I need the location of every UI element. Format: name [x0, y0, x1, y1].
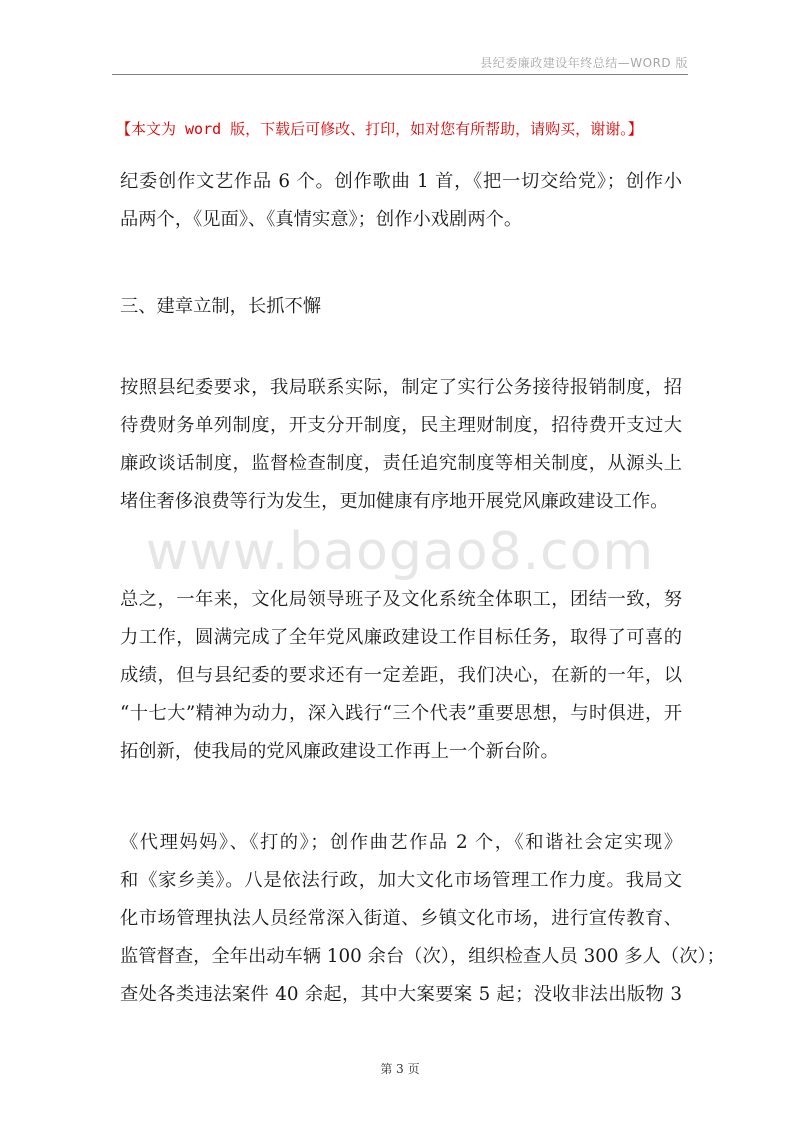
section-heading-text: 三、建章立制，长抓不懈 [120, 296, 322, 317]
purchase-notice: 【本文为 word 版，下载后可修改、打印，如对您有所帮助，请购买，谢谢。】 [116, 120, 643, 138]
paragraph-line: 查处各类违法案件 40 余起，其中大案要案 5 起；没收非法出版物 3 [120, 984, 682, 1005]
paragraph-line: 待费财务单列制度，开支分开制度，民主理财制度，招待费开支过大 [120, 415, 682, 436]
section-heading [120, 288, 682, 326]
paragraph-line: 成绩，但与县纪委的要求还有一定差距，我们决心，在新的一年，以 [120, 665, 682, 686]
paragraph-line: 化市场管理执法人员经常深入街道、乡镇文化市场，进行宣传教育、 [120, 908, 682, 929]
paragraph-1 [120, 163, 682, 239]
paragraph-line: 和《家乡美》。八是依法行政，加大文化市场管理工作力度。我局文 [120, 870, 682, 891]
paragraph-line: 拓创新，使我局的党风廉政建设工作再上一个新台阶。 [120, 741, 559, 762]
paragraph-line: 廉政谈话制度，监督检查制度，责任追究制度等相关制度，从源头上 [120, 453, 682, 474]
paragraph-line: 纪委创作文艺作品 6 个。创作歌曲 1 首，《把一切交给党》；创作小 [120, 171, 682, 192]
paragraph-line: 堵住奢侈浪费等行为发生，更加健康有序地开展党风廉政建设工作。 [120, 491, 669, 512]
paragraph-line: 《代理妈妈》、《打的》；创作曲艺作品 2 个，《和谐社会定实现》 [120, 832, 682, 853]
header-document-title: 县纪委廉政建设年终总结—WORD 版 [480, 56, 688, 70]
paragraph-line: 监管督查，全年出动车辆 100 余台（次），组织检查人员 300 多人（次）； [120, 946, 725, 967]
paragraph-line: 品两个，《见面》、《真情实意》；创作小戏剧两个。 [120, 209, 523, 230]
page-number: 第 3 页 [380, 1062, 420, 1076]
paragraph-line: 按照县纪委要求，我局联系实际，制定了实行公务接待报销制度，招 [120, 377, 682, 398]
watermark: www.baogao8.com [145, 522, 655, 582]
paragraph-line: 总之，一年来，文化局领导班子及文化系统全体职工，团结一致，努 [120, 589, 682, 610]
paragraph-line: “十七大”精神为动力，深入践行“三个代表”重要思想，与时俱进，开 [120, 703, 682, 724]
paragraph-line: 力工作，圆满完成了全年党风廉政建设工作目标任务，取得了可喜的 [120, 627, 682, 648]
paragraph-4 [120, 581, 682, 771]
paragraph-5 [120, 824, 725, 1014]
paragraph-3 [120, 369, 682, 521]
header-divider [112, 74, 688, 75]
